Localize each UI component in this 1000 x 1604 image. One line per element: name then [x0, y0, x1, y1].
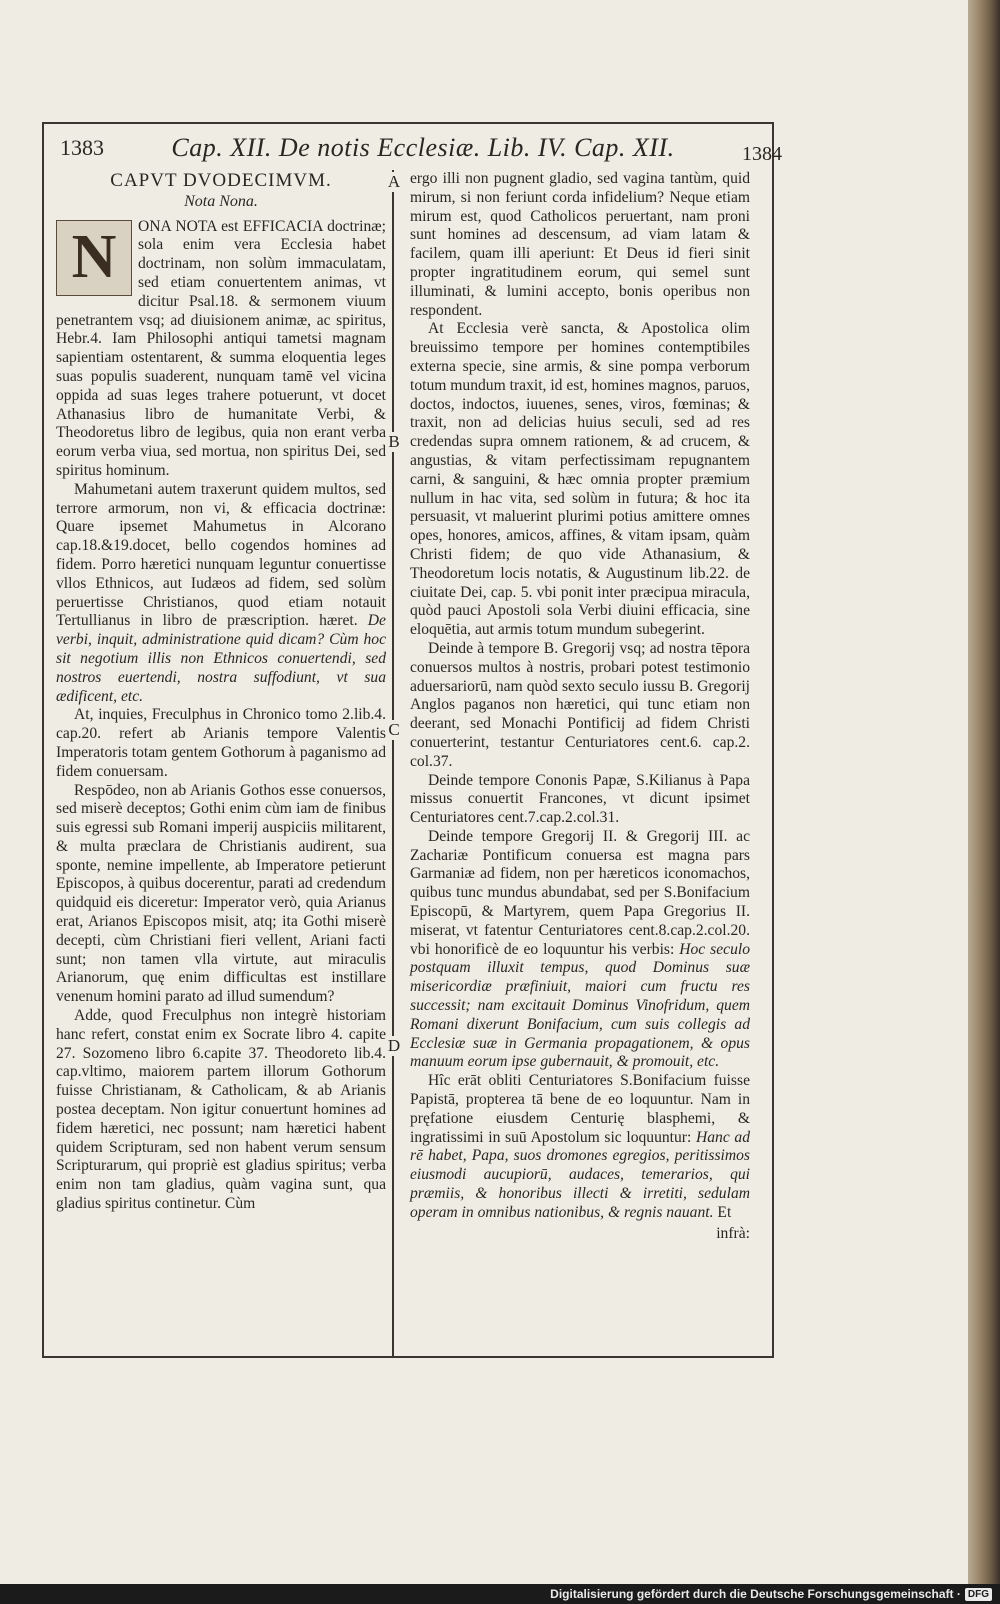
left-paragraph-2-text: Mahumetani autem traxerunt quidem multos, sed terrore armorum, non vi, & efficacia doctrinæ: Quare ipsemet Mahumetus in Alcorano cap.18.&19.docet, bello cogendos homines ad fidem. Porro hæretici nunquam leguntur conuertisse vllos Ethnicos, aut Iudæos ad fidem, sed solùm peruertisse Christianos, quod etiam notauit Tertullianus in libro de præscription. hæret.	[56, 480, 386, 630]
right-paragraph-5	[410, 828, 750, 1072]
left-paragraph-1: ONA NOTA est EFFICACIA doctrinæ; sola enim vera Ecclesia habet doctrinam, non solùm immaculatam, sed etiam conuertentem animas, vt dicitur Psal.18. & sermonem viuum penetrantem vsq; ad diuisionem animæ, ac spiritus, Hebr.4. Iam Philosophi antiqui tametsi magnam sapientiam ostentarent, & summa eloquentia leges suas populis suaderent, nunquam tamē vel vicina oppida ad suas leges trahere potuerunt, vt docet Athanasius libro de humanitate Verbi, & Theodoretus libro de legibus, quia non erant verba eorum verba viua, sed mortua, non spiritus Dei, sed spiritus hominum.	[56, 217, 386, 479]
margin-letter-a: A	[387, 172, 401, 191]
left-paragraph-4: Respōdeo, non ab Arianis Gothos esse conuersos, sed miserè deceptos; Gothi enim cùm iam de finibus suis egressi sub Romani imperij auspiciis militarent, & multa præclara de Christianis audirent, sua sponte, nemine impellente, ab Imperatore petierunt Episcopos, à quibus docerentur, parati ad credendum quidquid eis diceretur: Imperator verò, quia Arianus erat, Arianos Episcopos misit, atq; ita Gothi miserè decepti, cùm Christiani fieri vellent, Ariani facti sunt; non tamen vlla virtute, aut miraculis Arianorum, quę enim difficultas est instillare venenum homini parato ad illud sumendum?	[56, 781, 386, 1006]
column-rule	[392, 170, 394, 1358]
margin-letter-b: B	[386, 432, 402, 452]
centuriatores-quote: Hoc seculo postquam illuxit tempus, quod Dominus suæ misericordiæ præfiniuit, maiori cum fructu res successit; nam excitauit Dominus Vinofridum, quem Romani dixerunt Bonifacium, cum suis collegis ad Ecclesiæ suæ in Germania propagationem, & opus manuum eorum ipse gubernauit, & promouit, etc.	[410, 940, 750, 1071]
right-column	[410, 170, 750, 1243]
digitization-credit: Digitalisierung gefördert durch die Deutsche Forschungsgemeinschaft ·	[550, 1587, 961, 1601]
left-paragraph-3: At, inquies, Freculphus in Chronico tomo 2.lib.4. cap.20. refert ab Arianis tempore Valentis Imperatoris totam gentem Gothorum à paganismo ad fidem conuersam.	[56, 706, 386, 780]
right-paragraph-2: At Ecclesia verè sancta, & Apostolica olim breuissimo tempore per homines contemptibiles externa specie, sine armis, & sine pompa verborum totum mundum traxit, id est, homines magnos, paruos, doctos, indoctos, iuuenes, senes, viros, fœminas; & traxit, non ad delicias huius seculi, sed ad res credendas supra omnem rationem, & ad crucem, & angustias, & vitam perfectissimam repugnantem carni, & sanguini, & hæc omnia propter præmium nullum in hac vita, sed solùm in futura; & hoc ita persuasit, vt maluerint plurimi potius amittere omnes opes, honores, amicos, affines, & vitam ipsam, quàm Christi fidem; de quo vide Athanasium, & Theodoretum locis notatis, & Augustinum lib.22. de ciuitate Dei, cap. 5. vbi ponit inter præcipua miracula, quòd pauci Apostoli sola Verbi diuini efficacia, sine eloquētia, aut armis totum mundum subegerint.	[410, 320, 751, 639]
right-paragraph-3: Deinde à tempore B. Gregorij vsq; ad nostra tēpora conuersos multos à nostris, probari potest testimonio aduersariorū, nam quòd sexto seculo iussu B. Gregorij Anglos paganos non hæretici, qui tunc etiam non deerant, sed Monachi Pontificij ad fidem Christi conuerterint, testantur Centuriatores cent.6. cap.2. col.37.	[410, 639, 750, 770]
note-title: Nota Nona.	[184, 192, 258, 210]
left-column	[56, 170, 386, 1214]
left-paragraph-2	[56, 481, 386, 707]
dropcap-initial: N	[56, 220, 132, 296]
right-paragraph-6-end: Et	[717, 1203, 732, 1221]
tertullian-quote: De verbi, inquit, administratione quid dicam? Cùm hoc sit negotium illis non Ethnicos conuertendi, sed nostros euertendi, nostra suffodiunt, vt sua ædificent, etc.	[56, 612, 386, 705]
chapter-title: CAPVT DVODECIMVM.	[110, 170, 332, 191]
right-paragraph-6-text: Hîc erāt obliti Centuriatores S.Bonifacium fuisse Papistā, propterea tā bene de eo loquuntur. Nam in pręfatione eiusdem Centurię blasphemi, & ingratissimi in suū Apostolum sic loquuntur:	[410, 1072, 750, 1146]
page-number-left: 1383	[60, 135, 104, 160]
praefatio-quote: Hanc ad rē habet, Papa, suos dromones egregios, peritissimos eiusmodi aucupiorū, audaces, temerarios, qui præmiis, & honoribus illecti & irretiti, sedulam operam in omnibus nationibus, & regnis nauant.	[410, 1128, 750, 1221]
dfg-logo: DFG	[965, 1588, 992, 1601]
right-paragraph-5-text: Deinde tempore Gregorij II. & Gregorij III. ac Zachariæ Pontificum conuersa est magna pars Garmaniæ ad fidem, non per hæreticos iconomachos, quibus tunc mundus abundabat, sed per S.Bonifacium Episcopū, & Martyrem, quem Papa Gregorius II. miserat, vt fatentur Centuriatores cent.8.cap.2.col.20. vbi honorificè de eo loquuntur his verbis:	[410, 827, 750, 958]
right-paragraph-4: Deinde tempore Cononis Papæ, S.Kilianus à Papa missus conuertit Francones, vt dicunt ipsimet Centuriatores cent.7.cap.2.col.31.	[410, 771, 750, 827]
book-page-edge	[968, 0, 1000, 1584]
margin-letter-d: D	[387, 1036, 401, 1055]
running-header	[42, 128, 782, 168]
digitization-footer	[0, 1584, 1000, 1604]
left-paragraph-5: Adde, quod Freculphus non integrè historiam hanc refert, constat enim ex Socrate libro 4. capite 27. Sozomeno libro 6.capite 37. Theodoreto lib.4. cap.vltimo, maiorem partem illorum Gothorum fuisse Christianam, & Catholicam, & ab Arianis postea deceptam. Non igitur conuertunt homines ad fidem hæretici, nec possunt; nam hæretici habent quidem Scripturam, sed non habent verum sensum Scripturarum, qui propriè est gladius spiritus; verba enim non tam gladius, quàm vagina sunt, qua gladius spiritus continetur. Cùm	[56, 1007, 386, 1213]
margin-letter-c: C	[386, 720, 402, 740]
right-paragraph-1: ergo illi non pugnent gladio, sed vagina tantùm, quid mirum, si non feriunt corda infidelium? Neque etiam mirum est, quod Catholicos peruertant, nam proni sunt homines ad descensum, ad viam latam & facilem, quam illi aperiunt: Et Deus id fieri sinit propter ingratitudinem eorum, qui semel sunt illuminati, & lumini accepto, bonis operibus non respondent.	[410, 170, 750, 319]
catchword: infrà:	[716, 1224, 750, 1242]
page-number-right: 1384	[742, 142, 782, 165]
right-paragraph-6	[410, 1072, 750, 1222]
running-title: Cap. XII. De notis Ecclesiæ. Lib. IV. Cap. XII.	[171, 133, 675, 162]
